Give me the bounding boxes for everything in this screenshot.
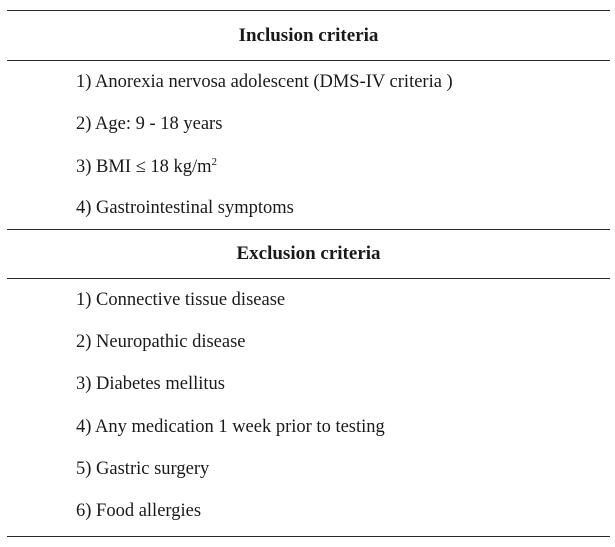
exclusion-header-rule (7, 278, 610, 279)
exclusion-criteria-header: Exclusion criteria (236, 243, 381, 264)
section-divider-rule (7, 229, 610, 230)
exclusion-item-1: 1) Connective tissue disease (76, 290, 286, 310)
inclusion-criteria-header: Inclusion criteria (238, 25, 379, 46)
exclusion-item-3: 3) Diabetes mellitus (76, 374, 225, 394)
inclusion-item-2: 2) Age: 9 - 18 years (76, 114, 223, 134)
inclusion-item-3 (76, 155, 217, 179)
exclusion-item-2: 2) Neuropathic disease (76, 332, 246, 352)
inclusion-item-4: 4) Gastrointestinal symptoms (76, 198, 294, 218)
table-top-rule (7, 10, 610, 11)
bmi-unit-superscript: 2 (211, 155, 218, 168)
exclusion-item-4: 4) Any medication 1 week prior to testing (76, 417, 385, 437)
table-bottom-rule (7, 536, 610, 537)
inclusion-item-1: 1) Anorexia nervosa adolescent (DMS-IV criteria ) (76, 72, 453, 92)
exclusion-item-5: 5) Gastric surgery (76, 459, 210, 479)
inclusion-header-rule (7, 60, 610, 61)
exclusion-item-6: 6) Food allergies (76, 501, 202, 521)
inclusion-item-3-text: 3) BMI ≤ 18 kg/m (76, 157, 212, 177)
